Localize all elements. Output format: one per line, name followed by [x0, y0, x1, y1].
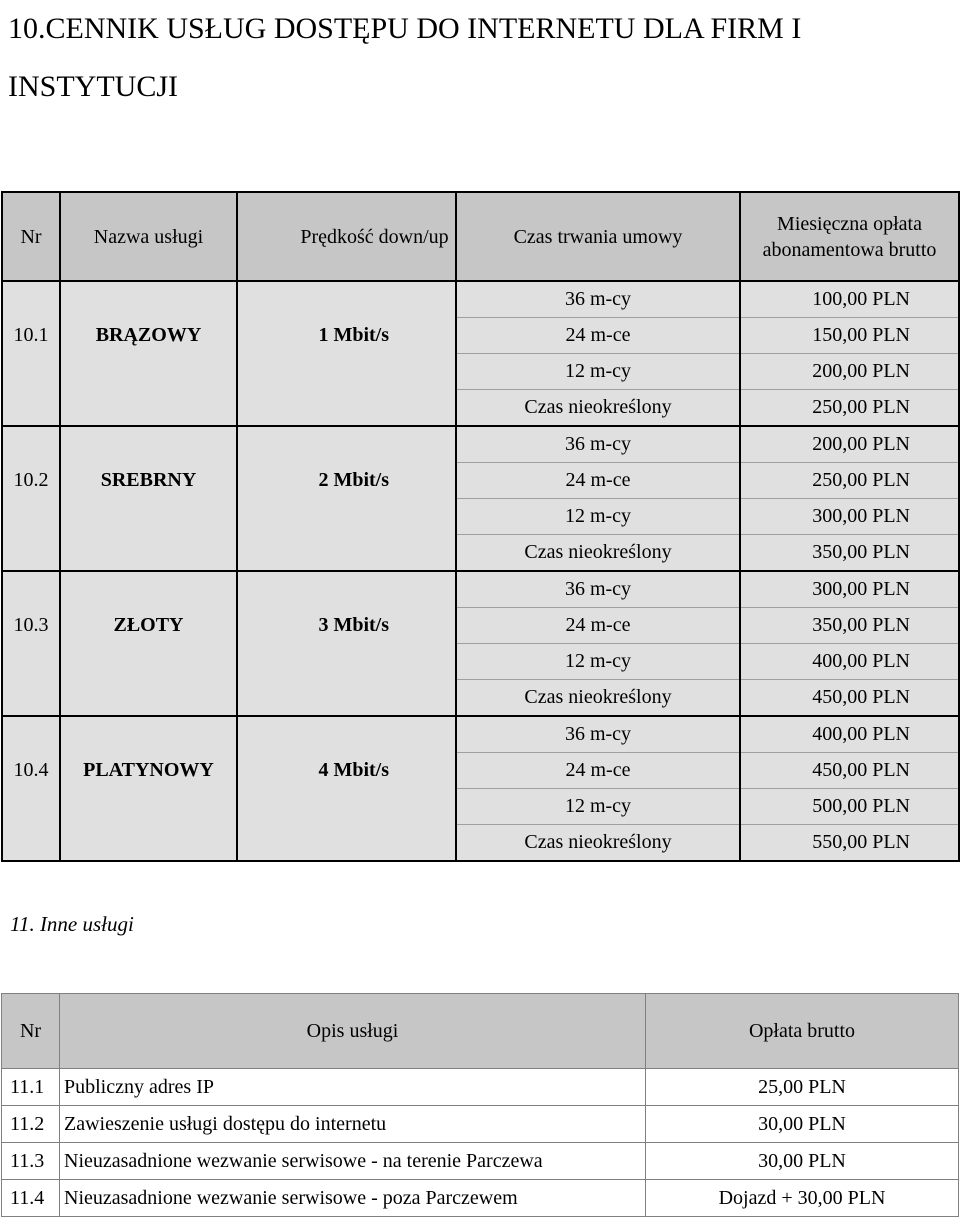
package-nr-empty	[2, 571, 60, 608]
col-header-speed: Prędkość down/up	[237, 192, 456, 281]
package-name-empty	[60, 571, 237, 608]
package-nr-empty	[2, 499, 60, 535]
monthly-price: 450,00 PLN	[740, 753, 959, 789]
package-name-empty	[60, 716, 237, 753]
service-description: Nieuzasadnione wezwanie serwisowe - na terenie Parczewa	[60, 1143, 646, 1180]
package-nr-empty	[2, 426, 60, 463]
package-name-empty	[60, 680, 237, 717]
package-nr: 10.3	[2, 608, 60, 644]
package-speed-empty	[237, 644, 456, 680]
other-services-table	[1, 993, 959, 1217]
package-speed-empty	[237, 571, 456, 608]
package-name-empty	[60, 426, 237, 463]
service-description: Nieuzasadnione wezwanie serwisowe - poza Parczewem	[60, 1180, 646, 1217]
pricing-header-row	[2, 192, 959, 281]
package-nr-empty	[2, 390, 60, 427]
service-row	[2, 1106, 959, 1143]
monthly-price: 350,00 PLN	[740, 535, 959, 572]
pricing-row	[2, 753, 959, 789]
contract-duration: Czas nieokreślony	[456, 390, 740, 427]
pricing-row	[2, 680, 959, 717]
package-speed-empty	[237, 281, 456, 318]
package-name-empty	[60, 789, 237, 825]
service-price: 30,00 PLN	[646, 1106, 959, 1143]
package-speed-empty	[237, 716, 456, 753]
package-nr-empty	[2, 789, 60, 825]
service-description: Zawieszenie usługi dostępu do internetu	[60, 1106, 646, 1143]
package-nr-empty	[2, 281, 60, 318]
package-nr: 10.4	[2, 753, 60, 789]
package-speed-empty	[237, 535, 456, 572]
package-speed-empty	[237, 789, 456, 825]
package-nr-empty	[2, 825, 60, 862]
pricing-row	[2, 571, 959, 608]
contract-duration: 24 m-ce	[456, 608, 740, 644]
service-price: 30,00 PLN	[646, 1143, 959, 1180]
pricing-row	[2, 426, 959, 463]
contract-duration: Czas nieokreślony	[456, 680, 740, 717]
package-name-empty	[60, 825, 237, 862]
contract-duration: 24 m-ce	[456, 463, 740, 499]
package-speed: 1 Mbit/s	[237, 318, 456, 354]
pricing-row	[2, 789, 959, 825]
services-header-desc: Opis usługi	[60, 994, 646, 1069]
monthly-price: 300,00 PLN	[740, 499, 959, 535]
contract-duration: Czas nieokreślony	[456, 825, 740, 862]
pricing-table	[1, 191, 960, 862]
contract-duration: 12 m-cy	[456, 789, 740, 825]
contract-duration: 12 m-cy	[456, 354, 740, 390]
package-name: ZŁOTY	[60, 608, 237, 644]
col-header-price: Miesięczna opłata abonamentowa brutto	[740, 192, 959, 281]
monthly-price: 550,00 PLN	[740, 825, 959, 862]
pricing-row	[2, 318, 959, 354]
page-title: 10.CENNIK USŁUG DOSTĘPU DO INTERNETU DLA FIRM I INSTYTUCJI	[8, 12, 802, 103]
contract-duration: 24 m-ce	[456, 318, 740, 354]
pricing-row	[2, 825, 959, 862]
pricing-row	[2, 608, 959, 644]
services-header-row	[2, 994, 959, 1069]
pricing-row	[2, 390, 959, 427]
package-speed-empty	[237, 680, 456, 717]
contract-duration: 12 m-cy	[456, 644, 740, 680]
monthly-price: 450,00 PLN	[740, 680, 959, 717]
monthly-price: 400,00 PLN	[740, 644, 959, 680]
package-nr: 10.2	[2, 463, 60, 499]
pricing-row	[2, 499, 959, 535]
package-speed-empty	[237, 354, 456, 390]
package-speed: 4 Mbit/s	[237, 753, 456, 789]
contract-duration: 36 m-cy	[456, 281, 740, 318]
package-name-empty	[60, 644, 237, 680]
pricing-row	[2, 354, 959, 390]
monthly-price: 350,00 PLN	[740, 608, 959, 644]
col-header-nr: Nr	[2, 192, 60, 281]
package-name: BRĄZOWY	[60, 318, 237, 354]
monthly-price: 200,00 PLN	[740, 426, 959, 463]
package-name-empty	[60, 535, 237, 572]
service-nr: 11.3	[2, 1143, 60, 1180]
service-row	[2, 1069, 959, 1106]
package-nr-empty	[2, 680, 60, 717]
package-speed-empty	[237, 426, 456, 463]
package-nr-empty	[2, 535, 60, 572]
package-nr-empty	[2, 354, 60, 390]
package-speed: 2 Mbit/s	[237, 463, 456, 499]
package-name-empty	[60, 281, 237, 318]
package-nr-empty	[2, 716, 60, 753]
monthly-price: 200,00 PLN	[740, 354, 959, 390]
service-description: Publiczny adres IP	[60, 1069, 646, 1106]
col-header-duration: Czas trwania umowy	[456, 192, 740, 281]
pricing-row	[2, 281, 959, 318]
package-speed: 3 Mbit/s	[237, 608, 456, 644]
monthly-price: 500,00 PLN	[740, 789, 959, 825]
package-name-empty	[60, 354, 237, 390]
monthly-price: 400,00 PLN	[740, 716, 959, 753]
package-name-empty	[60, 499, 237, 535]
package-name-empty	[60, 390, 237, 427]
contract-duration: 36 m-cy	[456, 716, 740, 753]
services-header-price: Opłata brutto	[646, 994, 959, 1069]
monthly-price: 250,00 PLN	[740, 463, 959, 499]
contract-duration: 24 m-ce	[456, 753, 740, 789]
service-price: Dojazd + 30,00 PLN	[646, 1180, 959, 1217]
service-nr: 11.2	[2, 1106, 60, 1143]
package-nr-empty	[2, 644, 60, 680]
package-nr: 10.1	[2, 318, 60, 354]
contract-duration: 12 m-cy	[456, 499, 740, 535]
service-nr: 11.4	[2, 1180, 60, 1217]
service-nr: 11.1	[2, 1069, 60, 1106]
monthly-price: 300,00 PLN	[740, 571, 959, 608]
contract-duration: Czas nieokreślony	[456, 535, 740, 572]
pricing-row	[2, 716, 959, 753]
contract-duration: 36 m-cy	[456, 426, 740, 463]
package-speed-empty	[237, 825, 456, 862]
service-row	[2, 1143, 959, 1180]
services-header-nr: Nr	[2, 994, 60, 1069]
monthly-price: 150,00 PLN	[740, 318, 959, 354]
pricing-row	[2, 463, 959, 499]
service-price: 25,00 PLN	[646, 1069, 959, 1106]
contract-duration: 36 m-cy	[456, 571, 740, 608]
monthly-price: 250,00 PLN	[740, 390, 959, 427]
pricing-row	[2, 644, 959, 680]
col-header-name: Nazwa usługi	[60, 192, 237, 281]
package-speed-empty	[237, 390, 456, 427]
package-name: PLATYNOWY	[60, 753, 237, 789]
section-heading: 11. Inne usługi	[10, 912, 134, 936]
pricing-row	[2, 535, 959, 572]
package-speed-empty	[237, 499, 456, 535]
package-name: SREBRNY	[60, 463, 237, 499]
monthly-price: 100,00 PLN	[740, 281, 959, 318]
